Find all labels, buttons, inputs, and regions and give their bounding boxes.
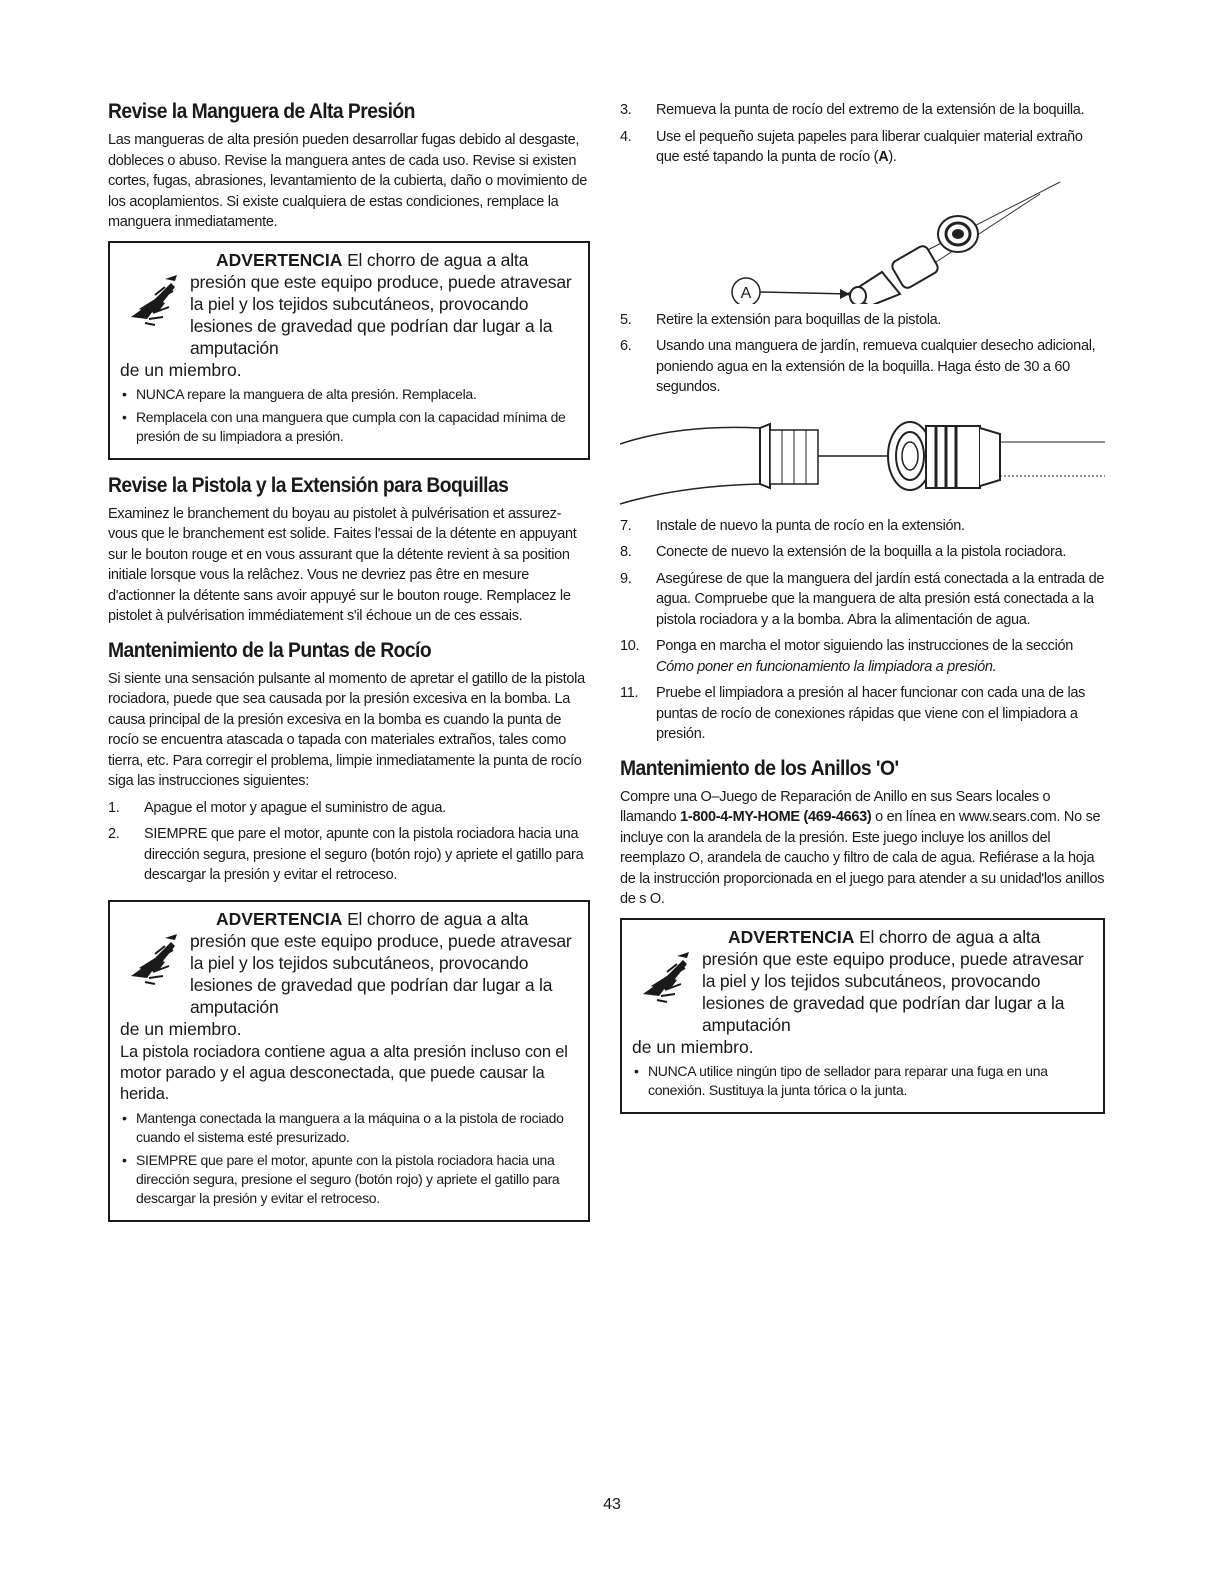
warning-text-cont: de un miembro. [120, 359, 242, 380]
nozzle-extension-figure [620, 404, 1105, 512]
warning-text: El chorro de agua a alta presión que este equipo produce, puede atravesar la piel y los tejidos subcutáneos, provocando lesiones de gravedad que podrían dar lugar a la amputación [702, 926, 1084, 1035]
warning-bullets [120, 385, 578, 446]
section-title-orings: Mantenimiento de los Anillos 'O' [620, 756, 899, 780]
warning-bullet: • SIEMPRE que pare el motor, apunte con la pistola rociadora hacia una dirección segura, presione el seguro (botón rojo) y apriete el gatillo para descargar la presión y evitar el retroceso. [120, 1151, 578, 1208]
warning-box-gun [108, 900, 590, 1222]
warning-bullet: • Remplacela con una manguera que cumpla con la capacidad mínima de presión de su limpiadora a presión. [120, 408, 578, 446]
step-item: 8. Conecte de nuevo la extensión de la boquilla a la pistola rociadora. [620, 544, 1067, 560]
svg-text:A: A [740, 284, 752, 302]
warning-box-hose [108, 241, 590, 460]
warning-text-cont: de un miembro. [120, 1018, 242, 1039]
left-column [108, 100, 590, 1236]
warning-box-orings [620, 918, 1105, 1114]
spray-hazard-icon [124, 932, 182, 988]
step-item: 7. Instale de nuevo la punta de rocío en la extensión. [620, 517, 965, 534]
page-number: 43 [603, 1496, 621, 1513]
warning-bullet: • Mantenga conectada la manguera a la máquina o a la pistola de rociado cuando el sistema esté presurizado. [120, 1109, 578, 1147]
nozzle-steps-c [620, 516, 1105, 745]
warning-word: ADVERTENCIA [216, 249, 343, 270]
right-column [620, 100, 1105, 1128]
step-item: 9. Asegúrese de que la manguera del jardín está conectada a la entrada de agua. Compruebe que la manguera de alta presión está conectada a la pistola rociadora y a la bomba. Abra la alimentación de agua. [620, 570, 1105, 628]
warning-bullets [632, 1062, 1093, 1100]
phone-number: 1-800-4-MY-HOME (469-4663) [680, 809, 872, 825]
warning-text: El chorro de agua a alta presión que este equipo produce, puede atravesar la piel y los tejidos subcutáneos, provocando lesiones de gravedad que podrían dar lugar a la amputación [190, 908, 572, 1017]
section-body-gun: Examinez le branchement du boyau au pistolet à pulvérisation et assurez-vous que le branchement est solide. Faites l'essai de la détente en appuyant sur le bouton rouge et en vous assurant que la détente revient à sa position initiale lorsque vous la relâchez. Vous ne devriez pas être en mesure d'actionner la détente sans avoir appuyé sur le bouton rouge. Remplacez le pistolet à pulvérisation immédiatement s'il échoue un de ces essais. [108, 505, 577, 624]
spray-hazard-icon [636, 950, 694, 1006]
warning-head [120, 908, 578, 1018]
section-title-hose: Revise la Manguera de Alta Presión [108, 100, 415, 123]
warning-head [120, 249, 578, 359]
section-title-gun: Revise la Pistola y la Extensión para Boquillas [108, 473, 509, 497]
warning-text: El chorro de agua a alta presión que este equipo produce, puede atravesar la piel y los tejidos subcutáneos, provocando lesiones de gravedad que podrían dar lugar a la amputación [190, 249, 572, 358]
section-title-nozzle: Mantenimiento de la Puntas de Rocío [108, 638, 432, 662]
step-item: 2. SIEMPRE que pare el motor, apunte con la pistola rociadora hacia una dirección segura, presione el seguro (botón rojo) y apriete el gatillo para descargar la presión y evitar el retroceso. [108, 826, 584, 883]
warning-text-cont: de un miembro. [632, 1036, 754, 1057]
step-item: 4. Use el pequeño sujeta papeles para liberar cualquier material extraño que esté tapando la punta de rocío (A). [620, 128, 1083, 165]
warning-word: ADVERTENCIA [728, 926, 855, 947]
step-item: 10. Ponga en marcha el motor siguiendo las instrucciones de la sección Cómo poner en funcionamiento la limpiadora a presión. [620, 638, 1074, 675]
nozzle-steps-cont [620, 100, 1105, 168]
warning-bullet: • NUNCA utilice ningún tipo de sellador para reparar una fuga en una conexión. Sustituya la junta tórica o la junta. [632, 1062, 1093, 1100]
section-body-nozzle: Si siente una sensación pulsante al momento de apretar el gatillo de la pistola rociadora, puede que sea causada por la presión excesiva en la bomba. La causa principal de la presión excesiva en la bomba es cuando la punta de rocío se encuentra atascada o tapada con materiales extraños, tales como tierra, etc. Para corregir el problema, limpie inmediatamente la punta de rocío siga las instrucciones siguientes: [108, 670, 585, 789]
warning-bullets [120, 1109, 578, 1208]
warning-bullet: • NUNCA repare la manguera de alta presión. Remplacela. [120, 385, 578, 404]
spray-hazard-icon [124, 273, 182, 329]
warning-head [632, 926, 1093, 1036]
warning-extra: La pistola rociadora contiene agua a alta presión incluso con el motor parado y el agua desconectada, que puede causar la herida. [120, 1042, 568, 1103]
step-item: 5. Retire la extensión para boquillas de la pistola. [620, 311, 942, 328]
step-item: 6. Usando una manguera de jardín, remueva cualquier desecho adicional, poniendo agua en la extensión de la boquilla. Haga ésto de 30 a 60 segundos. [620, 338, 1096, 395]
nozzle-steps [108, 798, 590, 886]
section-body-hose: Las mangueras de alta presión pueden desarrollar fugas debido al desgaste, dobleces o abuso. Revise la manguera antes de cada uso. Revise si existen cortes, fugas, abrasiones, levantamiento de la cubierta, daño o movimiento de los acoplamientos. Si existe cualquiera de estas condiciones, remplace la manguera inmediatamente. [108, 132, 588, 230]
nozzle-steps-b [620, 310, 1105, 398]
section-body-orings: Compre una O–Juego de Reparación de Anillo en sus Sears locales o llamando 1-800-4-MY-HOME (469-4663) o en línea en www.sears.com. No se incluye con la arandela de la presión. Este juego incluye los anillos del reemplazo O, arandela de caucho y filtro de cala de agua. Refiérase a la hoja de la instrucción proporcionada en el juego para atender a su unidad'los anillos de s O. [620, 788, 1105, 907]
warning-word: ADVERTENCIA [216, 908, 343, 929]
spray-tip-figure [620, 174, 1105, 304]
step-item: 3. Remueva la punta de rocío del extremo de la extensión de la boquilla. [620, 102, 1085, 118]
step-item: 1. Apague el motor y apague el suministro de agua. [108, 799, 446, 816]
step-item: 11. Pruebe el limpiadora a presión al hacer funcionar con cada una de las puntas de rocío de conexiones rápidas que viene con el limpiadora a presión. [620, 685, 1086, 742]
